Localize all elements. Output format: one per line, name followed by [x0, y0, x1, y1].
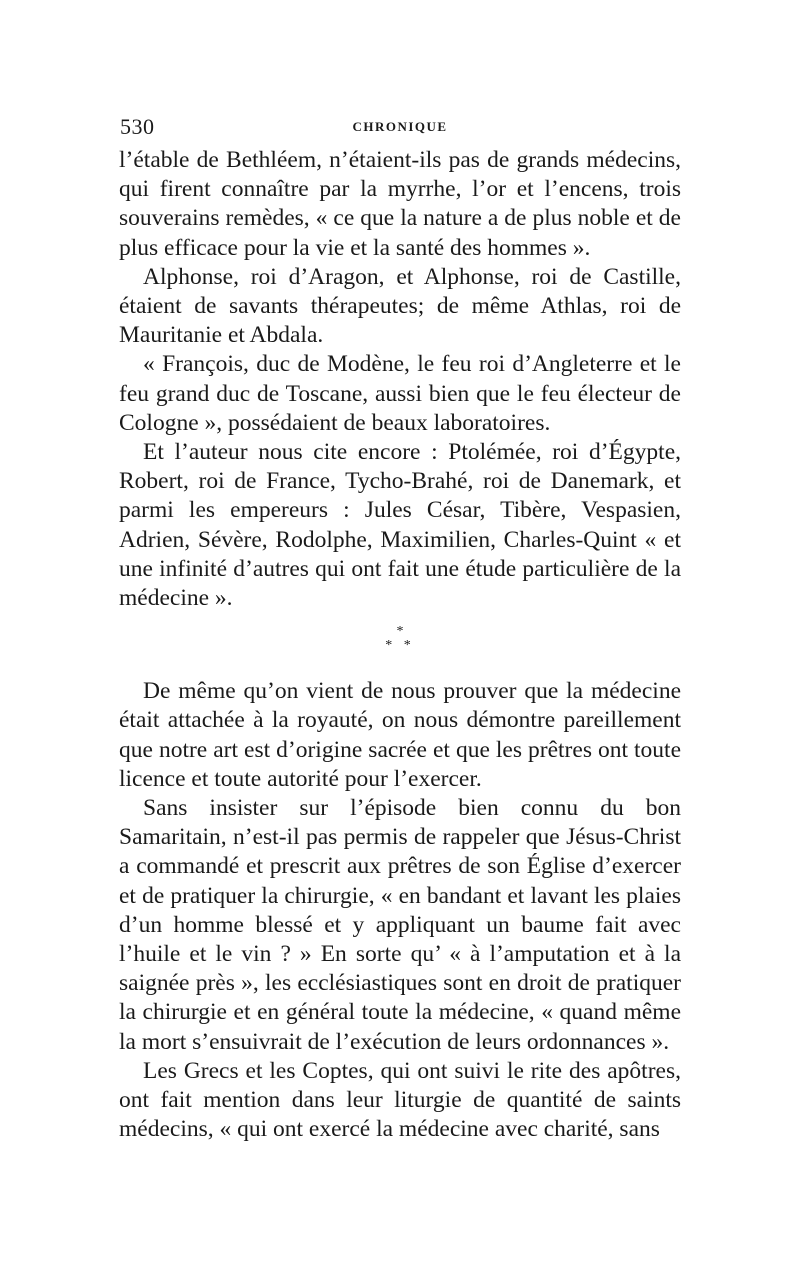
- paragraph-kings-aragon-castille: Alphonse, roi d’Aragon, et Alphonse, roi de Castille, étaient de savants thérapeutes; de même Athlas, roi de Mauritanie et Abdala.: [119, 263, 681, 349]
- paragraph-greeks-coptes: Les Grecs et les Coptes, qui ont suivi le rite des apôtres, ont fait mention dans leur liturgie de quantité de saints médecins, « qui ont exercé la médecine avec charité, sans: [119, 1057, 681, 1143]
- paragraph-emperors: Et l’auteur nous cite encore : Ptolémée, roi d’Égypte, Robert, roi de France, Tycho-Brahé, roi de Danemark, et parmi les empereurs : Jules César, Tibère, Vespasien, Adrien, Sévère, Rodolphe, Maximilien, Charles-Quint « et une infinité d’autres qui ont fait une étude particulière de la médecine ».: [119, 439, 681, 612]
- paragraph-continuation: l’étable de Bethléem, n’étaient-ils pas de grands médecins, qui firent connaître par la myrrhe, l’or et l’encens, trois souverains remèdes, « ce que la nature a de plus noble et de plus efficace pour la vie et la santé des hommes ».: [119, 147, 681, 261]
- paragraph-laboratories: « François, duc de Modène, le feu roi d’Angleterre et le feu grand duc de Toscane, aussi bien que le feu électeur de Cologne », possédaient de beaux laboratoires.: [119, 351, 681, 436]
- running-title: CHRONIQUE: [352, 119, 448, 134]
- asterism-top: *: [396, 624, 404, 640]
- paragraph-sacred-origin: De même qu’on vient de nous prouver que la médecine était attachée à la royauté, on nous démontre pareillement que notre art est d’origine sacrée et que les prêtres ont toute licence et toute autorité pour l’exercer.: [119, 678, 681, 792]
- page-number: 530: [120, 114, 155, 139]
- paragraph-samaritan: Sans insister sur l’épisode bien connu du bon Samaritain, n’est-il pas permis de rappeler que Jésus-Christ a commandé et prescrit aux prêtres de son Église d’exercer et de pratiquer la chirurgie, « en bandant et lavant les plaies d’un homme blessé et y appliquant un baume fait avec l’huile et le vin ? » En sorte qu’ « à l’amputation et à la saignée près », les ecclésiastiques sont en droit de pratiquer la chirurgie et en général toute la médecine, « quand même la mort s’ensuivrait de l’exécution de leurs ordonnances ».: [119, 795, 681, 1055]
- body-text: [119, 146, 681, 1145]
- asterism-bottom: * *: [385, 638, 415, 654]
- page-header: [120, 114, 680, 144]
- section-break-asterism: [119, 613, 681, 677]
